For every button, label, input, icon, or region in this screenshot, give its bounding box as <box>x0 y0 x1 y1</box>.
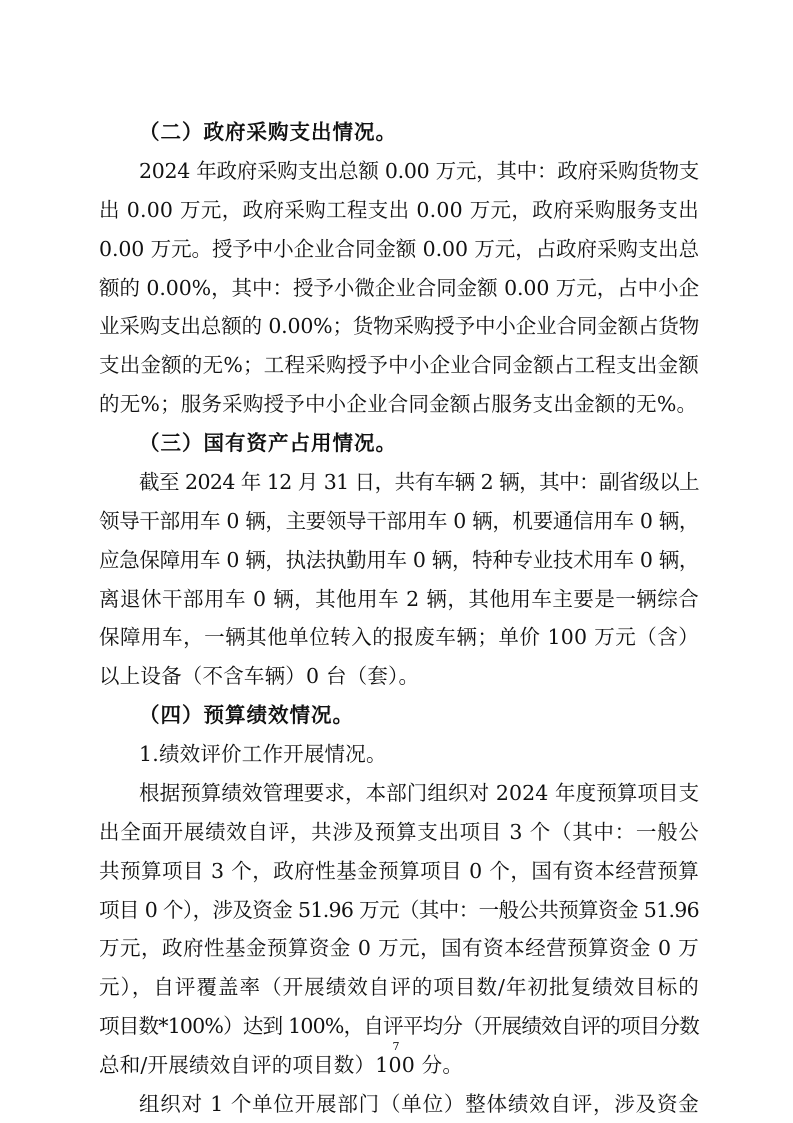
paragraph-line: 保障用车，一辆其他单位转入的报废车辆；单价 100 万元（含） <box>99 625 699 649</box>
subheading: 1.绩效评价工作开展情况。 <box>139 742 387 766</box>
page-number: 7 <box>392 1040 400 1053</box>
paragraph-line: 领导干部用车 0 辆，主要领导干部用车 0 辆，机要通信用车 0 辆， <box>99 509 699 533</box>
section-heading-procurement: （二）政府采购支出情况。 <box>139 120 397 144</box>
section-heading-assets: （三）国有资产占用情况。 <box>139 431 397 455</box>
paragraph-line-continued: 组织对 1 个单位开展部门（单位）整体绩效自评，涉及资金 <box>139 1092 699 1116</box>
section-heading-performance: （四）预算绩效情况。 <box>139 703 354 727</box>
paragraph-line: 以上设备（不含车辆）0 台（套）。 <box>99 664 420 688</box>
paragraph-line: 0.00 万元。授予中小企业合同金额 0.00 万元，占政府采购支出总 <box>99 237 699 261</box>
paragraph-line: 总和/开展绩效自评的项目数）100 分。 <box>99 1053 464 1077</box>
paragraph-line: 应急保障用车 0 辆，执法执勤用车 0 辆，特种专业技术用车 0 辆， <box>99 548 699 572</box>
paragraph-line: 支出金额的无%；工程采购授予中小企业合同金额占工程支出金额 <box>99 353 699 377</box>
paragraph-line: 共预算项目 3 个，政府性基金预算项目 0 个，国有资本经营预算 <box>99 859 699 883</box>
paragraph-line: 出全面开展绩效自评，共涉及预算支出项目 3 个（其中：一般公 <box>99 820 699 844</box>
paragraph-line: 额的 0.00%，其中：授予小微企业合同金额 0.00 万元，占中小企 <box>99 276 699 300</box>
paragraph-line: 元），自评覆盖率（开展绩效自评的项目数/年初批复绩效目标的 <box>99 975 699 999</box>
paragraph-line: 离退休干部用车 0 辆，其他用车 2 辆，其他用车主要是一辆综合 <box>99 587 699 611</box>
paragraph-line: 截至 2024 年 12 月 31 日，共有车辆 2 辆，其中：副省级以上 <box>139 470 699 494</box>
paragraph-line: 2024 年政府采购支出总额 0.00 万元，其中：政府采购货物支 <box>139 159 699 183</box>
paragraph-line: 项目 0 个），涉及资金 51.96 万元（其中：一般公共预算资金 51.96 <box>99 898 699 922</box>
paragraph-line: 出 0.00 万元，政府采购工程支出 0.00 万元，政府采购服务支出 <box>99 198 699 222</box>
paragraph-line: 项目数*100%）达到 100%，自评平均分（开展绩效自评的项目分数 <box>99 1014 699 1038</box>
paragraph-line: 的无%；服务采购授予中小企业合同金额占服务支出金额的无%。 <box>99 392 698 416</box>
paragraph-line: 业采购支出总额的 0.00%；货物采购授予中小企业合同金额占货物 <box>99 314 699 338</box>
paragraph-line: 根据预算绩效管理要求，本部门组织对 2024 年度预算项目支 <box>139 781 700 805</box>
paragraph-line: 万元，政府性基金预算资金 0 万元，国有资本经营预算资金 0 万 <box>99 936 699 960</box>
